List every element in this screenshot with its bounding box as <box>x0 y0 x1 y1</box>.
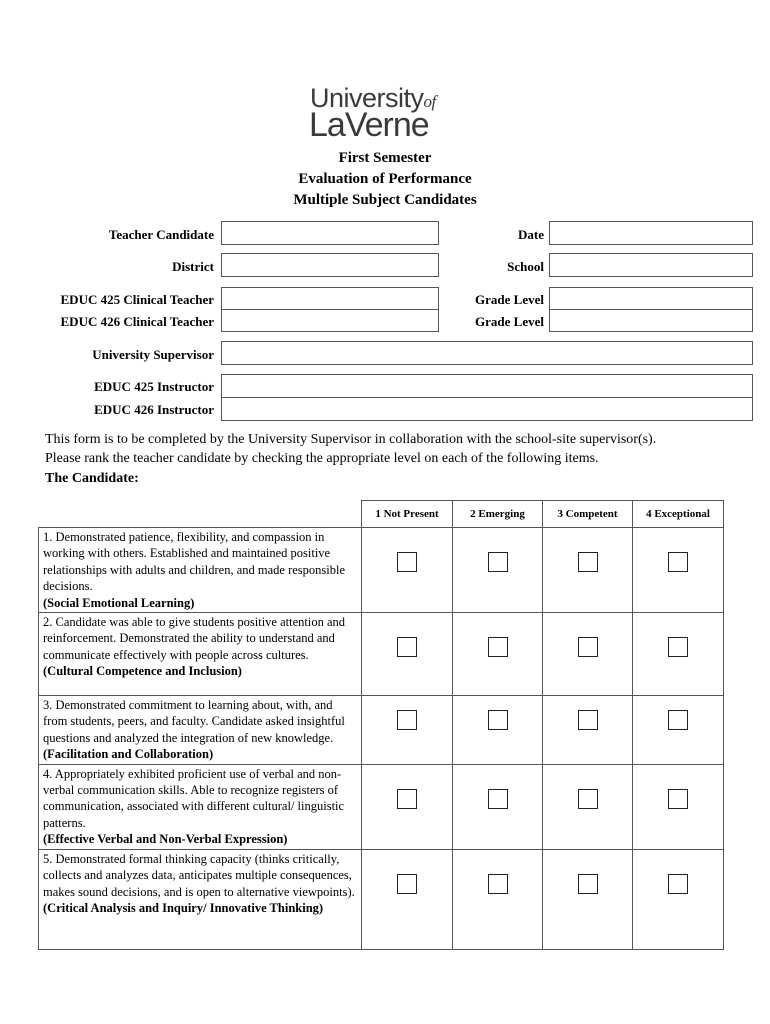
rubric-cell <box>633 613 724 696</box>
date-field[interactable] <box>549 221 753 245</box>
university-supervisor-label: University Supervisor <box>92 347 214 362</box>
rubric-item-tag: (Cultural Competence and Inclusion) <box>43 664 242 679</box>
checkbox-item5-not-present[interactable] <box>397 874 417 894</box>
checkbox-item5-exceptional[interactable] <box>668 874 688 894</box>
rubric-cell <box>633 849 724 949</box>
rubric-item-3 <box>39 696 362 765</box>
candidate-heading: The Candidate: <box>45 471 139 486</box>
rubric-cell <box>453 528 543 613</box>
educ426-instructor-label: EDUC 426 Instructor <box>94 402 214 417</box>
educ426-clinical-field[interactable] <box>221 309 439 332</box>
rubric-cell <box>362 528 453 613</box>
checkbox-item1-competent[interactable] <box>578 552 598 572</box>
checkbox-item4-not-present[interactable] <box>397 789 417 809</box>
rubric-item-1 <box>39 528 362 613</box>
rubric-cell <box>362 764 453 849</box>
school-label: School <box>507 259 544 274</box>
checkbox-item5-competent[interactable] <box>578 874 598 894</box>
checkbox-item5-emerging[interactable] <box>488 874 508 894</box>
teacher-candidate-label: Teacher Candidate <box>108 227 214 242</box>
rubric-cell <box>453 849 543 949</box>
rubric-item-2 <box>39 613 362 696</box>
checkbox-item3-exceptional[interactable] <box>668 710 688 730</box>
rubric-cell <box>543 764 633 849</box>
rubric-cell <box>453 764 543 849</box>
rubric-row-4 <box>39 764 724 849</box>
rubric-item-5 <box>39 849 362 949</box>
university-supervisor-field[interactable] <box>221 341 753 365</box>
form-title-evaluation: Evaluation of Performance <box>298 171 472 187</box>
evaluation-rubric-table <box>38 500 724 950</box>
instructions-line-2: Please rank the teacher candidate by checking the appropriate level on each of the following items. <box>45 451 599 466</box>
rubric-row-2 <box>39 613 724 696</box>
rubric-row-1 <box>39 528 724 613</box>
checkbox-item2-exceptional[interactable] <box>668 637 688 657</box>
educ426-instructor-field[interactable] <box>221 397 753 421</box>
rubric-corner <box>39 501 362 528</box>
level-header-exceptional: 4 Exceptional <box>633 501 724 528</box>
educ426-clinical-label: EDUC 426 Clinical Teacher <box>60 314 214 329</box>
form-title-candidates: Multiple Subject Candidates <box>293 192 477 208</box>
rubric-item-tag: (Critical Analysis and Inquiry/ Innovative Thinking) <box>43 900 324 915</box>
grade-level-label-2: Grade Level <box>475 314 544 329</box>
checkbox-item1-not-present[interactable] <box>397 552 417 572</box>
rubric-cell <box>543 696 633 765</box>
rubric-cell <box>362 613 453 696</box>
grade-level-label-1: Grade Level <box>475 292 544 307</box>
educ425-clinical-field[interactable] <box>221 287 439 310</box>
instructions-text <box>45 430 745 468</box>
rubric-row-3 <box>39 696 724 765</box>
rubric-item-text: 5. Demonstrated formal thinking capacity (thinks critically, collects and analyzes data, anticipates multiple consequences, makes sound decisions, and is open to alternative viewpoints). <box>43 851 355 899</box>
educ425-instructor-label: EDUC 425 Instructor <box>94 379 214 394</box>
grade-level-field-2[interactable] <box>549 309 753 332</box>
checkbox-item4-exceptional[interactable] <box>668 789 688 809</box>
rubric-item-text: 4. Appropriately exhibited proficient use of verbal and non-verbal communication skills. Able to recognize registers of communication, associated with different cultural/ linguistic patterns. <box>43 766 345 830</box>
date-label: Date <box>518 227 544 242</box>
rubric-item-tag: (Effective Verbal and Non-Verbal Expression) <box>43 832 288 847</box>
rubric-row-5 <box>39 849 724 949</box>
logo-text-laverne: LaVerne <box>309 106 429 144</box>
rubric-cell <box>543 528 633 613</box>
rubric-item-tag: (Social Emotional Learning) <box>43 595 195 610</box>
rubric-item-text: 2. Candidate was able to give students positive attention and reinforcement. Demonstrated the ability to understand and communicate effectively with people across cultures. <box>43 615 346 662</box>
rubric-header-row <box>39 501 724 528</box>
checkbox-item4-competent[interactable] <box>578 789 598 809</box>
checkbox-item2-not-present[interactable] <box>397 637 417 657</box>
teacher-candidate-field[interactable] <box>221 221 439 245</box>
checkbox-item4-emerging[interactable] <box>488 789 508 809</box>
rubric-item-4 <box>39 764 362 849</box>
rubric-cell <box>633 764 724 849</box>
level-header-emerging: 2 Emerging <box>453 501 543 528</box>
rubric-cell <box>543 849 633 949</box>
rubric-cell <box>362 849 453 949</box>
educ425-clinical-label: EDUC 425 Clinical Teacher <box>60 292 214 307</box>
rubric-cell <box>453 696 543 765</box>
rubric-cell <box>543 613 633 696</box>
checkbox-item1-exceptional[interactable] <box>668 552 688 572</box>
rubric-item-tag: (Facilitation and Collaboration) <box>43 747 214 762</box>
checkbox-item3-competent[interactable] <box>578 710 598 730</box>
rubric-cell <box>362 696 453 765</box>
district-label: District <box>172 259 214 274</box>
checkbox-item3-not-present[interactable] <box>397 710 417 730</box>
rubric-item-text: 3. Demonstrated commitment to learning about, with, and from students, peers, and faculty. Candidate asked insightful questions and analyzed the integration of new knowledge. <box>43 698 345 745</box>
instructions-line-1: This form is to be completed by the University Supervisor in collaboration with the school-site supervisor(s). <box>45 432 657 447</box>
rubric-cell <box>633 528 724 613</box>
logo-text-university: University <box>310 83 424 113</box>
checkbox-item2-competent[interactable] <box>578 637 598 657</box>
checkbox-item1-emerging[interactable] <box>488 552 508 572</box>
district-field[interactable] <box>221 253 439 277</box>
school-field[interactable] <box>549 253 753 277</box>
level-header-competent: 3 Competent <box>543 501 633 528</box>
rubric-cell <box>453 613 543 696</box>
rubric-item-text: 1. Demonstrated patience, flexibility, and compassion in working with others. Established and maintained positive relationships with adults and children, and made responsible decisions. <box>43 530 346 594</box>
checkbox-item3-emerging[interactable] <box>488 710 508 730</box>
educ425-instructor-field[interactable] <box>221 374 753 398</box>
form-title-semester: First Semester <box>338 150 432 166</box>
logo-text-of: of <box>423 92 436 111</box>
grade-level-field-1[interactable] <box>549 287 753 310</box>
rubric-cell <box>633 696 724 765</box>
checkbox-item2-emerging[interactable] <box>488 637 508 657</box>
level-header-not-present: 1 Not Present <box>362 501 453 528</box>
